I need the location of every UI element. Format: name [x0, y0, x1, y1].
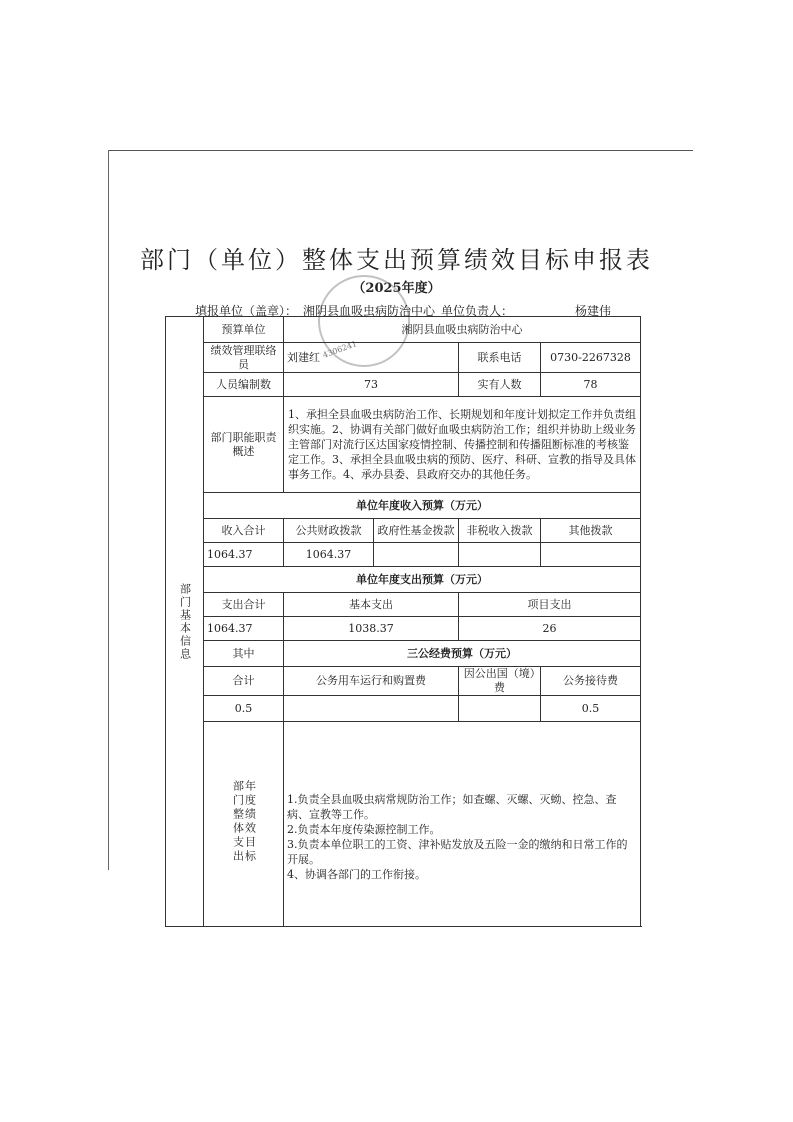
sangong-value-total: 0.5 [204, 696, 284, 722]
sangong-header-reception: 公务接待费 [541, 667, 641, 696]
scan-border-top [108, 150, 693, 151]
contact-label: 绩效管理联络员 [204, 343, 284, 373]
goal-item-3: 3.负责本单位职工的工资、津补贴发放及五险一金的缴纳和日常工作的开展。 [287, 838, 628, 866]
actual-staff-label: 实有人数 [459, 373, 541, 397]
income-value-fund [374, 543, 459, 567]
income-header-nontax: 非税收入拨款 [459, 519, 541, 543]
goals-content [284, 722, 641, 927]
sangong-header-abroad: 因公出国（境）费 [459, 667, 541, 696]
income-header-total: 收入合计 [204, 519, 284, 543]
income-value-total: 1064.37 [204, 543, 284, 567]
budget-unit-label: 预算单位 [204, 317, 284, 343]
sangong-prefix: 其中 [204, 641, 284, 667]
sangong-heading: 三公经费预算（万元） [284, 641, 641, 667]
income-heading: 单位年度收入预算（万元） [204, 493, 641, 519]
expense-header-basic: 基本支出 [284, 593, 459, 617]
expense-header-total: 支出合计 [204, 593, 284, 617]
leader-label: 单位负责人： [441, 304, 514, 318]
duty-label: 部门职能职责概述 [204, 397, 284, 493]
section-basic-info: 部门基本信息 [166, 317, 204, 927]
income-header-other: 其他拨款 [541, 519, 641, 543]
goal-item-1: 1.负责全县血吸虫病常规防治工作；如查螺、灭螺、灭蚴、控急、查病、宣教等工作。 [287, 793, 617, 821]
expense-value-project: 26 [459, 617, 641, 641]
phone-label: 联系电话 [459, 343, 541, 373]
page-year: （2025年度） [352, 281, 441, 296]
phone-value: 0730-2267328 [541, 343, 641, 373]
income-header-fund: 政府性基金拨款 [374, 519, 459, 543]
goal-item-2: 2.负责本年度传染源控制工作。 [287, 823, 441, 836]
sangong-value-vehicle [284, 696, 459, 722]
income-value-nontax [459, 543, 541, 567]
staff-quota-value: 73 [284, 373, 459, 397]
contact-value: 刘建红 [284, 343, 459, 373]
budget-table [165, 316, 641, 927]
budget-unit-value: 湘阴县血吸虫病防治中心 [284, 317, 641, 343]
staff-quota-label: 人员编制数 [204, 373, 284, 397]
expense-heading: 单位年度支出预算（万元） [204, 567, 641, 593]
expense-header-project: 项目支出 [459, 593, 641, 617]
income-value-other [541, 543, 641, 567]
sangong-value-abroad [459, 696, 541, 722]
income-header-public: 公共财政拨款 [284, 519, 374, 543]
sangong-header-vehicle: 公务用车运行和购置费 [284, 667, 459, 696]
expense-value-total: 1064.37 [204, 617, 284, 641]
seal-number: 4306241 [321, 339, 359, 360]
leader-name: 杨建伟 [575, 304, 612, 318]
filler-unit: 湘阴县血吸虫病防治中心 [303, 304, 436, 318]
filler-label: 填报单位（盖章）： [195, 304, 298, 318]
goal-item-4: 4、协调各部门的工作衔接。 [287, 868, 426, 881]
duty-text: 1、承担全县血吸虫病防治工作、长期规划和年度计划拟定工作并负责组织实施。2、协调有关部门做好血吸虫病防治工作；组织并协助上级业务主管部门对流行区达国家疫情控制、传播控制和传播阻断标准的考核鉴定工作。3、承担全县血吸虫病的预防、医疗、科研、宣教的指导及具体事务工作。4、承办县委、县政府交办的其他任务。 [284, 397, 641, 493]
expense-value-basic: 1038.37 [284, 617, 459, 641]
page-title: 部门（单位）整体支出预算绩效目标申报表 [140, 246, 653, 274]
sangong-header-total: 合计 [204, 667, 284, 696]
goals-section-a: 部门整体支出 [231, 780, 245, 864]
goals-section-b: 年度绩效目标 [243, 780, 257, 864]
goals-side-label [204, 722, 284, 927]
sangong-value-reception: 0.5 [541, 696, 641, 722]
actual-staff-value: 78 [541, 373, 641, 397]
income-value-public: 1064.37 [284, 543, 374, 567]
